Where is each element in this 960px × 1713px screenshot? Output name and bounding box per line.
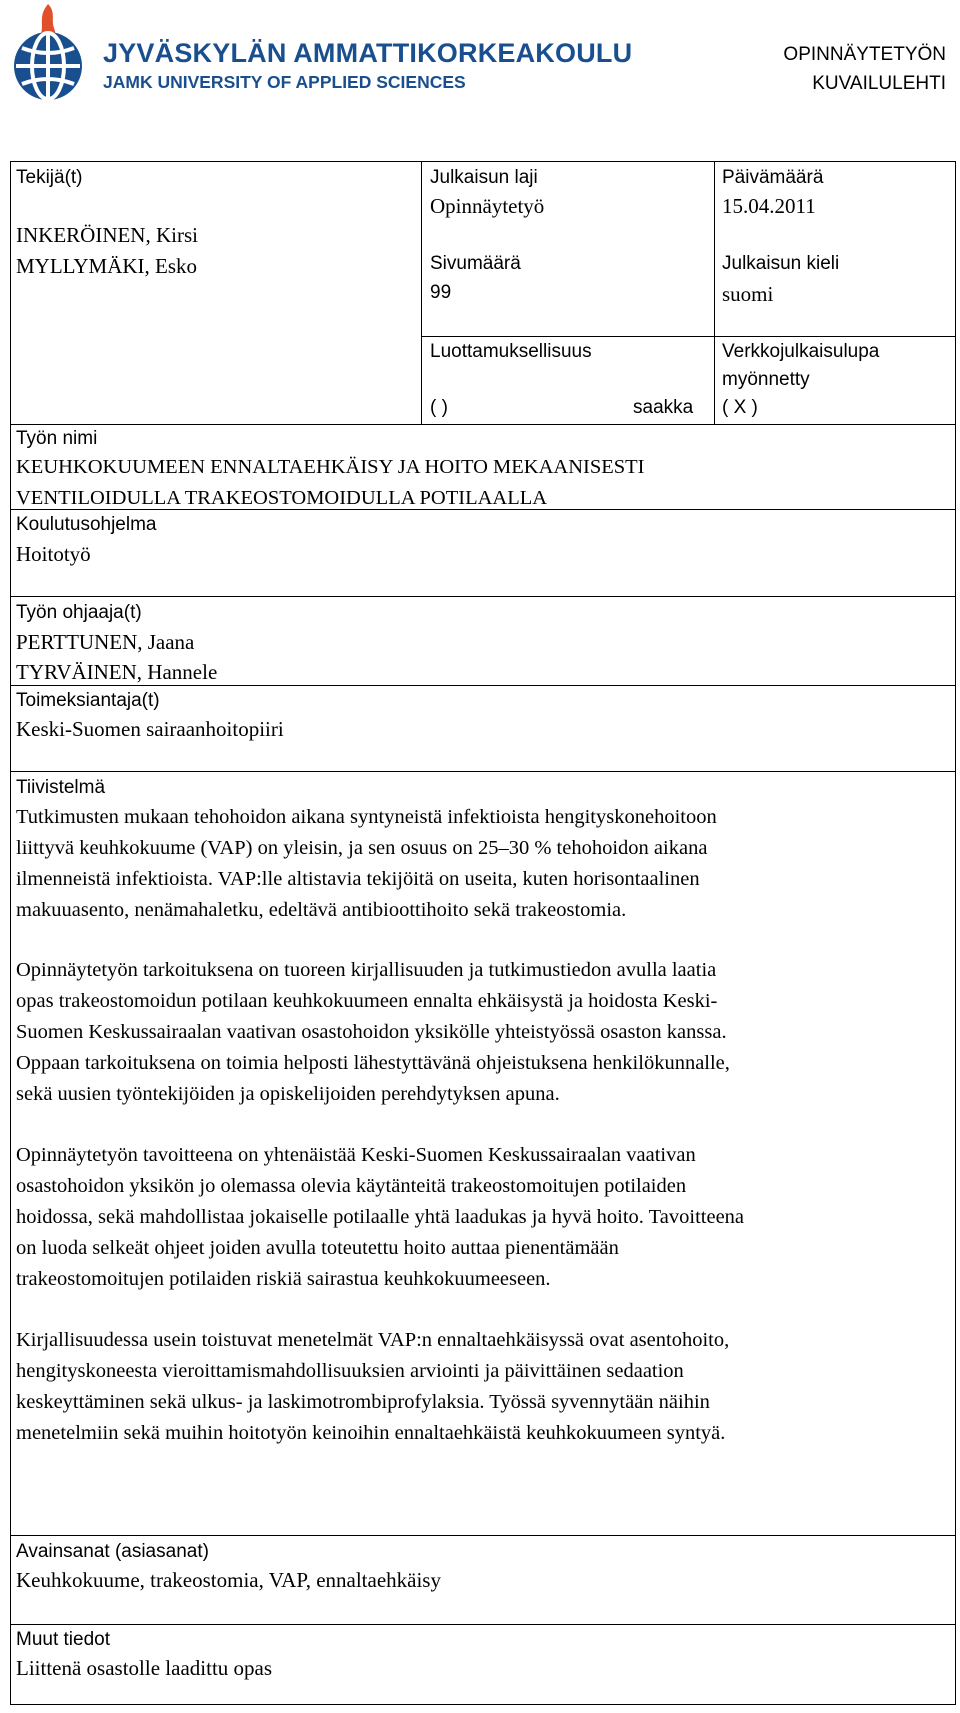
online-permission-label: Verkkojulkaisulupa xyxy=(722,341,880,362)
online-permission-label-2: myönnetty xyxy=(722,369,810,390)
row-divider-title xyxy=(10,424,956,425)
column-divider-1 xyxy=(421,161,422,424)
document-type xyxy=(783,40,946,98)
date-value: 15.04.2011 xyxy=(722,194,816,218)
abstract-line: trakeostomoitujen potilaiden riskiä sairastua keuhkokuumeeseen. xyxy=(16,1268,551,1290)
author-2: MYLLYMÄKI, Esko xyxy=(16,254,198,278)
abstract-line: Kirjallisuudessa usein toistuvat menetelmät VAP:n ennaltaehkäisyssä ovat asentohoito, xyxy=(16,1329,730,1351)
description-form xyxy=(10,161,956,1705)
abstract-line: opas trakeostomoidun potilaan keuhkokuumeen ennalta ehkäisystä ja hoidosta Keski- xyxy=(16,990,718,1012)
confidentiality-label: Luottamuksellisuus xyxy=(430,341,592,362)
abstract-line: Opinnäytetyön tavoitteena on yhtenäistää Keski-Suomen Keskussairaalan vaativan xyxy=(16,1144,696,1166)
thesis-title-line-2: VENTILOIDULLA TRAKEOSTOMOIDULLA POTILAALLA xyxy=(16,487,548,509)
row-divider-supervisors xyxy=(10,596,956,597)
supervisor-2: TYRVÄINEN, Hannele xyxy=(16,660,218,684)
jamk-logo-icon xyxy=(8,2,88,106)
title-label: Työn nimi xyxy=(16,428,98,449)
other-info-label: Muut tiedot xyxy=(16,1629,110,1650)
abstract-line: ilmenneistä infektioista. VAP:lle altistavia tekijöitä on useita, kuten horisontaalinen xyxy=(16,868,700,890)
page-count-label: Sivumäärä xyxy=(430,253,521,274)
abstract-paragraph-1 xyxy=(16,802,942,926)
institution-name: JYVÄSKYLÄN AMMATTIKORKEAKOULU xyxy=(103,38,633,68)
abstract-line: sekä uusien työntekijöiden ja opiskelijoiden perehdytyksen apuna. xyxy=(16,1083,560,1105)
abstract-paragraph-3 xyxy=(16,1140,942,1295)
keywords-label: Avainsanat (asiasanat) xyxy=(16,1541,209,1562)
author-1: INKERÖINEN, Kirsi xyxy=(16,223,198,247)
abstract-line: on luoda selkeät ohjeet joiden avulla toteutettu hoito auttaa pienentämään xyxy=(16,1237,619,1259)
commissioner-label: Toimeksiantaja(t) xyxy=(16,690,160,711)
programme-value: Hoitotyö xyxy=(16,542,91,566)
abstract-line: menetelmiin sekä muihin hoitotyön keinoihin ennaltaehkäistä keuhkokuumeen syntyä. xyxy=(16,1422,726,1444)
abstract-paragraph-2 xyxy=(16,955,942,1110)
thesis-title-line-1: KEUHKOKUUMEEN ENNALTAEHKÄISY JA HOITO MEKAANISESTI xyxy=(16,456,645,478)
abstract-paragraph-4 xyxy=(16,1325,942,1449)
publication-type-label: Julkaisun laji xyxy=(430,167,538,188)
authors-label: Tekijä(t) xyxy=(16,167,83,188)
abstract-line: osastohoidon yksikön jo olemassa olevia käytänteitä trakeostomoitujen potilaiden xyxy=(16,1175,687,1197)
programme-label: Koulutusohjelma xyxy=(16,514,157,535)
supervisors-label: Työn ohjaaja(t) xyxy=(16,602,142,623)
institution-name-en: JAMK UNIVERSITY OF APPLIED SCIENCES xyxy=(103,72,466,92)
document-type-line2: KUVAILULEHTI xyxy=(812,73,946,94)
abstract-label: Tiivistelmä xyxy=(16,777,106,798)
abstract-line: liittyvä keuhkokuume (VAP) on yleisin, ja sen osuus on 25–30 % tehohoidon aikana xyxy=(16,837,708,859)
language-value: suomi xyxy=(722,282,774,306)
abstract-line: hoidossa, sekä mahdollistaa jokaiselle potilaalle yhtä laadukas ja hyvä hoito. Tavoitteena xyxy=(16,1206,745,1228)
other-info-value: Liittenä osastolle laadittu opas xyxy=(16,1656,273,1680)
abstract-line: Suomen Keskussairaalan vaativan osastohoidon yksikölle yhteistyössä osaston kanssa. xyxy=(16,1021,727,1043)
abstract-line: hengityskoneesta vieroittamismahdollisuuksien arviointi ja päivittäinen sedaation xyxy=(16,1360,684,1382)
online-permission-checkbox[interactable]: ( X ) xyxy=(722,397,758,418)
confidentiality-until: saakka xyxy=(633,397,694,418)
column-divider-2 xyxy=(714,161,715,424)
publication-type-value: Opinnäytetyö xyxy=(430,194,545,218)
language-label: Julkaisun kieli xyxy=(722,253,840,274)
abstract-line: Opinnäytetyön tarkoituksena on tuoreen kirjallisuuden ja tutkimustiedon avulla laatia xyxy=(16,959,717,981)
abstract-line: makuuasento, nenämahaletku, edeltävä antibioottihoito sekä trakeostomia. xyxy=(16,899,627,921)
supervisor-1: PERTTUNEN, Jaana xyxy=(16,630,195,654)
keywords-value: Keuhkokuume, trakeostomia, VAP, ennaltaehkäisy xyxy=(16,1568,441,1592)
abstract-line: Tutkimusten mukaan tehohoidon aikana syntyneistä infektioista hengityskonehoitoon xyxy=(16,806,717,828)
page-count-value: 99 xyxy=(430,282,452,303)
abstract-line: Oppaan tarkoituksena on toimia helposti lähestyttävänä ohjeistuksena henkilökunnalle, xyxy=(16,1052,730,1074)
commissioner-value: Keski-Suomen sairaanhoitopiiri xyxy=(16,717,284,741)
row-divider-other xyxy=(10,1624,956,1625)
row-divider-keywords xyxy=(10,1535,956,1536)
row-divider-top xyxy=(421,336,956,337)
row-divider-abstract xyxy=(10,771,956,772)
confidentiality-checkbox[interactable]: ( ) xyxy=(430,397,448,418)
date-label: Päivämäärä xyxy=(722,167,824,188)
abstract-line: keskeyttäminen sekä ulkus- ja laskimotrombiprofylaksia. Työssä syvennytään näihin xyxy=(16,1391,710,1413)
document-type-line1: OPINNÄYTETYÖN xyxy=(783,44,946,65)
